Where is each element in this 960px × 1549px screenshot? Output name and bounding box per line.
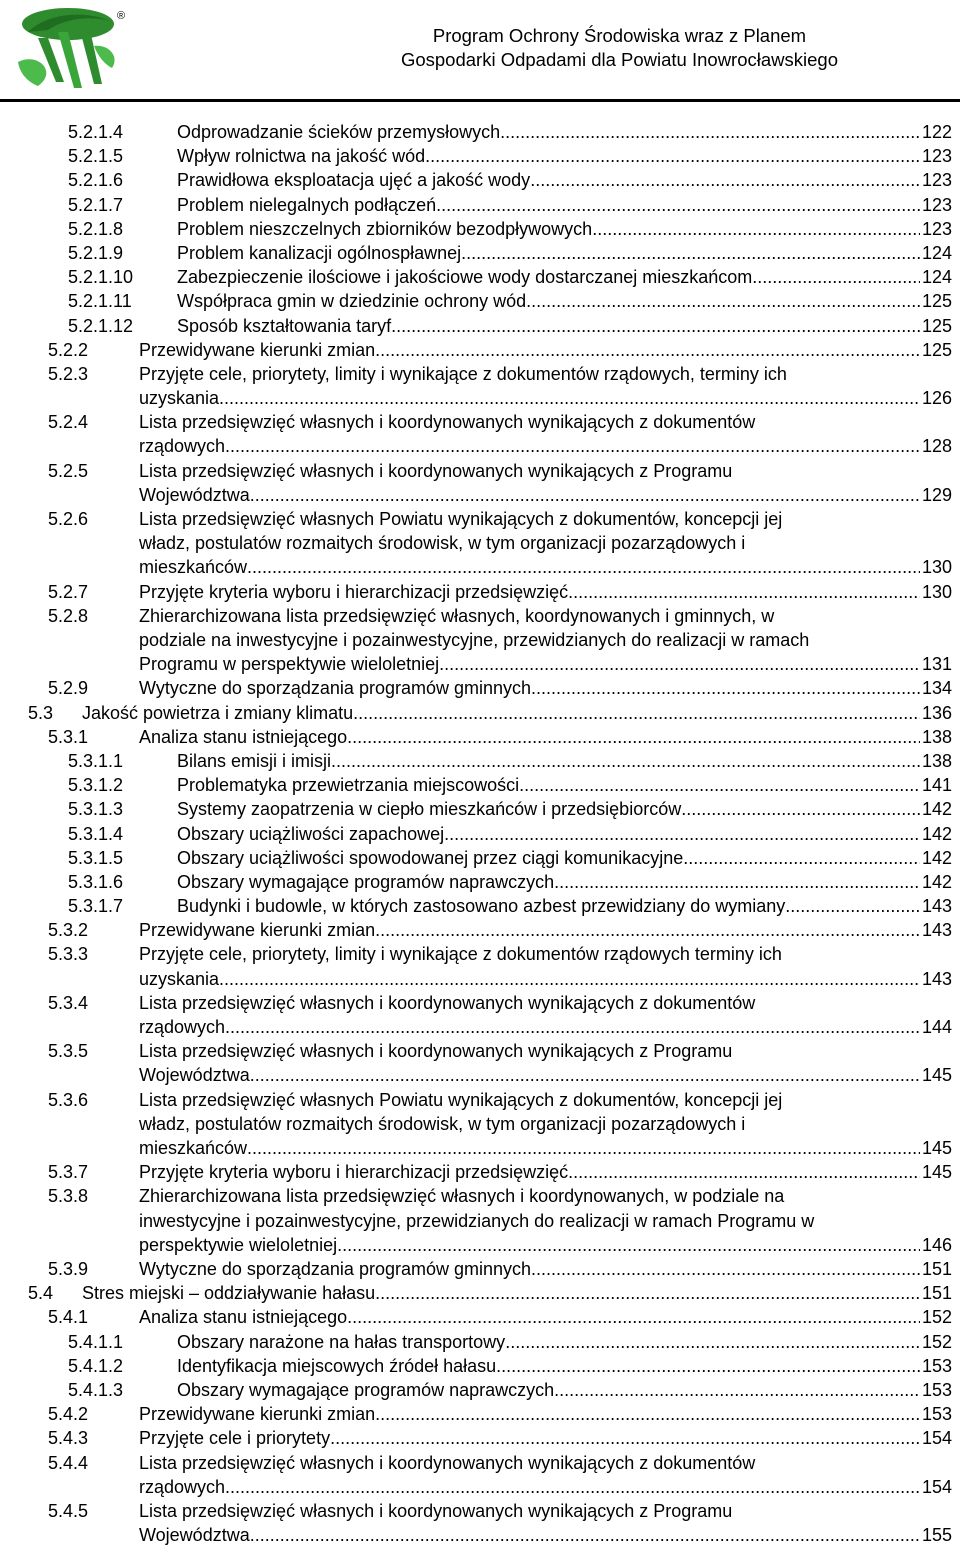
toc-entry-title-line: Zhierarchizowana lista przedsięwzięć własnych i koordynowanych, w podziale na [139, 1186, 785, 1207]
toc-entry-page: 153 [921, 1404, 952, 1425]
toc-entry[interactable] [0, 942, 960, 990]
toc-entry[interactable] [0, 725, 960, 749]
toc-entry-title-line: Wpływ rolnictwa na jakość wód [177, 146, 426, 167]
toc-entry-page: 123 [921, 194, 952, 215]
toc-entry-title-line: Przyjęte kryteria wyboru i hierarchizacji przedsięwzięć [139, 1162, 569, 1183]
toc-entry-title-line: Identyfikacja miejscowych źródeł hałasu [177, 1355, 497, 1376]
toc-entry-page: 124 [921, 267, 952, 288]
toc-entry-text [177, 1354, 952, 1378]
toc-entry-text [177, 241, 952, 265]
toc-entry-title-line: Jakość powietrza i zmiany klimatu [82, 702, 354, 723]
toc-entry[interactable] [0, 749, 960, 773]
toc-entry-title-line: rządowych [139, 436, 226, 457]
toc-entry-text [177, 846, 952, 870]
toc-entry-title-line: Wytyczne do sporządzania programów gminnych [139, 1259, 532, 1280]
toc-entry-text [139, 1499, 952, 1547]
toc-entry[interactable] [0, 580, 960, 604]
toc-entry-text [139, 1184, 952, 1257]
toc-entry-title-line: Problematyka przewietrzania miejscowości [177, 775, 520, 796]
dot-leader [225, 1475, 920, 1499]
toc-entry-page: 143 [921, 920, 952, 941]
toc-entry[interactable] [0, 241, 960, 265]
toc-entry[interactable] [0, 773, 960, 797]
toc-entry-number: 5.3.6 [48, 1089, 89, 1110]
toc-entry-page: 142 [921, 847, 952, 868]
toc-entry-title-line: uzyskania [139, 968, 220, 989]
dot-leader [530, 168, 920, 192]
toc-entry-page: 125 [921, 339, 952, 360]
toc-entry-text [139, 459, 952, 507]
toc-entry-page: 131 [921, 654, 952, 675]
toc-entry-number: 5.3.9 [48, 1259, 89, 1280]
toc-entry-text [139, 725, 952, 749]
dot-leader [568, 1160, 920, 1184]
toc-entry-title-line: Lista przedsięwzięć własnych Powiatu wynikających z dokumentów, koncepcji jej [139, 1089, 783, 1110]
toc-entry-title-line: Prawidłowa eksploatacja ujęć a jakość wody [177, 170, 531, 191]
toc-entry-number: 5.3.2 [48, 920, 89, 941]
dot-leader [439, 652, 920, 676]
toc-entry-page: 143 [921, 896, 952, 917]
toc-entry-number: 5.4.4 [48, 1452, 89, 1473]
toc-entry-title-line: Lista przedsięwzięć własnych i koordynowanych wynikających z Programu [139, 1041, 733, 1062]
toc-entry-number: 5.4.1.2 [68, 1355, 124, 1376]
toc-entry[interactable] [0, 676, 960, 700]
toc-entry-title-line: uzyskania [139, 388, 220, 409]
toc-entry-page: 125 [921, 291, 952, 312]
dot-leader [785, 894, 920, 918]
toc-entry-text [139, 1088, 952, 1161]
toc-entry[interactable] [0, 1330, 960, 1354]
toc-entry[interactable] [0, 1088, 960, 1161]
toc-entry[interactable] [0, 144, 960, 168]
toc-entry-text [177, 773, 952, 797]
toc-entry-number: 5.2.4 [48, 412, 89, 433]
toc-entry-text [139, 507, 952, 580]
dot-leader [219, 386, 920, 410]
toc-entry-title-line: Przyjęte cele, priorytety, limity i wynikające z dokumentów rządowych terminy ich [139, 944, 782, 965]
document-title [401, 24, 838, 72]
toc-entry-text [139, 338, 952, 362]
toc-entry-title-line: Systemy zaopatrzenia w ciepło mieszkańców i przedsiębiorców [177, 799, 682, 820]
toc-entry-text [177, 314, 952, 338]
dot-leader [519, 773, 920, 797]
toc-entry-text [177, 265, 952, 289]
toc-entry-number: 5.2.1.11 [68, 291, 132, 312]
toc-entry[interactable] [0, 604, 960, 677]
dot-leader [496, 1354, 920, 1378]
toc-entry-page: 123 [921, 146, 952, 167]
toc-entry-number: 5.2.1.7 [68, 194, 124, 215]
dot-leader [247, 555, 920, 579]
toc-entry-text [139, 1451, 952, 1499]
toc-entry-page: 152 [921, 1307, 952, 1328]
toc-entry[interactable] [0, 338, 960, 362]
toc-entry[interactable] [0, 1281, 960, 1305]
dot-leader [531, 676, 920, 700]
toc-entry-page: 122 [921, 122, 952, 142]
toc-entry[interactable] [0, 822, 960, 846]
toc-entry-text [177, 1378, 952, 1402]
toc-entry-page: 152 [921, 1331, 952, 1352]
toc-entry-text [139, 918, 952, 942]
toc-entry-number: 5.2.1.5 [68, 146, 124, 167]
dot-leader [219, 967, 920, 991]
toc-entry-number: 5.4.5 [48, 1500, 89, 1521]
toc-entry-page: 128 [921, 436, 952, 457]
toc-entry-page: 145 [921, 1138, 952, 1159]
dot-leader [247, 1136, 920, 1160]
registered-mark: ® [117, 10, 126, 22]
toc-entry-title-line: Odprowadzanie ścieków przemysłowych [177, 122, 501, 142]
toc-entry-title-line: Lista przedsięwzięć własnych i koordynowanych wynikających z dokumentów [139, 1452, 756, 1473]
toc-entry[interactable] [0, 193, 960, 217]
toc-entry-page: 126 [921, 388, 952, 409]
toc-entry-title-line: władz, postulatów rozmaitych środowisk, w tym organizacji pozarządowych i [139, 1113, 746, 1134]
dot-leader [353, 701, 920, 725]
toc-entry-title-line: Województwa [139, 484, 250, 505]
toc-entry-title-line: Wytyczne do sporządzania programów gminnych [139, 678, 532, 699]
toc-entry-text [177, 144, 952, 168]
toc-entry-title-line: Lista przedsięwzięć własnych i koordynowanych wynikających z Programu [139, 460, 733, 481]
toc-entry-title-line: Przyjęte cele, priorytety, limity i wynikające z dokumentów rządowych, terminy ich [139, 363, 787, 384]
toc-entry-number: 5.3.1.7 [68, 896, 124, 917]
toc-entry-number: 5.3 [28, 702, 54, 723]
toc-entry[interactable] [0, 1184, 960, 1257]
toc-entry-text [82, 1281, 952, 1305]
dot-leader [683, 846, 920, 870]
table-of-contents [0, 120, 960, 1547]
toc-entry-number: 5.2.7 [48, 581, 89, 602]
dot-leader [425, 144, 920, 168]
toc-entry-number: 5.2.9 [48, 678, 89, 699]
toc-entry[interactable] [0, 1499, 960, 1547]
toc-entry-number: 5.2.2 [48, 339, 89, 360]
toc-entry-title-line: Współpraca gmin w dziedzinie ochrony wód [177, 291, 527, 312]
toc-entry-number: 5.2.1.10 [68, 267, 134, 288]
dot-leader [347, 725, 920, 749]
toc-entry-page: 123 [921, 170, 952, 191]
toc-entry-page: 141 [921, 775, 952, 796]
toc-entry[interactable] [0, 1160, 960, 1184]
toc-entry[interactable] [0, 265, 960, 289]
document-title-line-2: Gospodarki Odpadami dla Powiatu Inowrocławskiego [400, 49, 838, 70]
toc-entry-title-line: Obszary narażone na hałas transportowy [177, 1331, 506, 1352]
toc-entry-page: 123 [921, 218, 952, 239]
dot-leader [331, 749, 920, 773]
dot-leader [375, 918, 920, 942]
toc-entry-title-line: Lista przedsięwzięć własnych i koordynowanych wynikających z dokumentów [139, 412, 756, 433]
dot-leader [250, 483, 920, 507]
toc-entry-text [177, 289, 952, 313]
toc-entry-title-line: rządowych [139, 1017, 226, 1038]
toc-entry-number: 5.2.1.8 [68, 218, 124, 239]
toc-entry-title-line: Analiza stanu istniejącego [139, 1307, 348, 1328]
toc-entry-text [139, 410, 952, 458]
toc-entry-text [177, 120, 952, 144]
toc-entry-text [177, 797, 952, 821]
toc-entry-text [177, 217, 952, 241]
toc-entry-number: 5.3.7 [48, 1162, 89, 1183]
toc-entry-text [139, 604, 952, 677]
toc-entry-text [177, 894, 952, 918]
toc-entry-title-line: Programu w perspektywie wieloletniej [139, 654, 440, 675]
toc-entry-number: 5.2.3 [48, 363, 89, 384]
toc-entry-number: 5.4.1.3 [68, 1379, 124, 1400]
toc-entry-page: 155 [921, 1525, 952, 1546]
toc-entry-title-line: Obszary wymagające programów naprawczych [177, 871, 555, 892]
toc-entry-page: 154 [921, 1476, 952, 1497]
toc-entry-page: 129 [921, 484, 952, 505]
toc-entry-number: 5.2.5 [48, 460, 89, 481]
toc-entry-page: 153 [921, 1355, 952, 1376]
toc-entry-page: 143 [921, 968, 952, 989]
toc-entry[interactable] [0, 120, 960, 144]
toc-entry-page: 142 [921, 823, 952, 844]
toc-entry-number: 5.3.5 [48, 1041, 89, 1062]
toc-entry-page: 142 [921, 799, 952, 820]
toc-entry-page: 130 [921, 581, 952, 602]
toc-entry-title-line: Województwa [139, 1525, 250, 1546]
toc-entry-page: 125 [921, 315, 952, 336]
toc-entry-number: 5.2.8 [48, 605, 89, 626]
toc-entry-number: 5.4.1.1 [68, 1331, 124, 1352]
toc-entry[interactable] [0, 459, 960, 507]
toc-entry[interactable] [0, 410, 960, 458]
toc-entry-title-line: Obszary uciążliwości zapachowej [177, 823, 445, 844]
toc-entry-page: 151 [921, 1283, 952, 1304]
toc-entry-text [139, 676, 952, 700]
dot-leader [505, 1330, 920, 1354]
toc-entry[interactable] [0, 1305, 960, 1329]
toc-entry-text [177, 193, 952, 217]
toc-entry-number: 5.4.3 [48, 1428, 89, 1449]
toc-entry-number: 5.3.1.3 [68, 799, 124, 820]
toc-entry-page: 136 [921, 702, 952, 723]
toc-entry-title-line: mieszkańców [139, 557, 248, 578]
toc-entry-page: 153 [921, 1379, 952, 1400]
dot-leader [250, 1523, 920, 1547]
dot-leader [461, 241, 920, 265]
toc-entry[interactable] [0, 168, 960, 192]
dot-leader [330, 1426, 920, 1450]
toc-entry[interactable] [0, 1402, 960, 1426]
toc-entry-text [139, 991, 952, 1039]
toc-entry-page: 151 [921, 1259, 952, 1280]
dot-leader [554, 870, 920, 894]
toc-entry-number: 5.2.1.9 [68, 242, 124, 263]
toc-entry[interactable] [0, 1426, 960, 1450]
toc-entry-title-line: Problem nielegalnych podłączeń [177, 194, 437, 215]
toc-entry-title-line: mieszkańców [139, 1138, 248, 1159]
toc-entry[interactable] [0, 846, 960, 870]
toc-entry-number: 5.2.6 [48, 509, 89, 530]
dot-leader [554, 1378, 920, 1402]
toc-entry[interactable] [0, 991, 960, 1039]
dot-leader [681, 797, 920, 821]
dot-leader [568, 580, 920, 604]
dot-leader [592, 217, 920, 241]
toc-entry-text [139, 1257, 952, 1281]
dot-leader [337, 1233, 920, 1257]
dot-leader [375, 1281, 920, 1305]
abrys-logo [8, 2, 128, 94]
toc-entry-text [177, 168, 952, 192]
toc-entry[interactable] [0, 797, 960, 821]
dot-leader [375, 1402, 920, 1426]
toc-entry-page: 142 [921, 871, 952, 892]
toc-entry-title-line: Obszary wymagające programów naprawczych [177, 1379, 555, 1400]
toc-entry[interactable] [0, 314, 960, 338]
header-divider [0, 99, 960, 102]
toc-entry[interactable] [0, 217, 960, 241]
toc-entry-title-line: Problem nieszczelnych zbiorników bezodpływowych [177, 218, 593, 239]
toc-entry-title-line: Stres miejski – oddziaływanie hałasu [82, 1283, 376, 1304]
toc-entry-text [139, 1039, 952, 1087]
toc-entry[interactable] [0, 894, 960, 918]
toc-entry-text [139, 362, 952, 410]
toc-entry-page: 124 [921, 242, 952, 263]
toc-entry-number: 5.3.4 [48, 992, 89, 1013]
toc-entry-number: 5.3.1.6 [68, 871, 124, 892]
toc-entry-text [139, 580, 952, 604]
toc-entry-text [139, 942, 952, 990]
toc-entry[interactable] [0, 1354, 960, 1378]
toc-entry[interactable] [0, 918, 960, 942]
dot-leader [444, 822, 920, 846]
toc-entry[interactable] [0, 1378, 960, 1402]
toc-entry-title-line: Lista przedsięwzięć własnych i koordynowanych wynikających z Programu [139, 1500, 733, 1521]
toc-entry-page: 134 [921, 678, 952, 699]
toc-entry-title-line: inwestycyjne i pozainwestycyjne, przewidzianych do realizacji w ramach Programu w [139, 1210, 815, 1231]
dot-leader [225, 434, 920, 458]
dot-leader [391, 314, 920, 338]
toc-entry-title-line: Zabezpieczenie ilościowe i jakościowe wody dostarczanej mieszkańcom [177, 267, 753, 288]
toc-entry-text [139, 1160, 952, 1184]
document-title-line-1: Program Ochrony Środowiska wraz z Planem [432, 25, 807, 46]
toc-entry-title-line: Przewidywane kierunki zmian [139, 920, 376, 941]
toc-entry-page: 154 [921, 1428, 952, 1449]
toc-entry-page: 130 [921, 557, 952, 578]
toc-entry[interactable] [0, 507, 960, 580]
toc-entry-title-line: Województwa [139, 1065, 250, 1086]
dot-leader [225, 1015, 920, 1039]
toc-entry-text [177, 1330, 952, 1354]
page-header [0, 0, 960, 104]
toc-entry-title-line: Analiza stanu istniejącego [139, 726, 348, 747]
toc-entry-number: 5.3.1.2 [68, 775, 124, 796]
toc-entry[interactable] [0, 870, 960, 894]
toc-entry-text [139, 1402, 952, 1426]
toc-entry-page: 145 [921, 1065, 952, 1086]
toc-entry-text [177, 822, 952, 846]
toc-entry-number: 5.3.8 [48, 1186, 89, 1207]
toc-entry-number: 5.2.1.12 [68, 315, 134, 336]
toc-entry-number: 5.4.1 [48, 1307, 89, 1328]
toc-entry-text [139, 1426, 952, 1450]
toc-entry-number: 5.2.1.4 [68, 122, 124, 142]
toc-entry-title-line: Zhierarchizowana lista przedsięwzięć własnych, koordynowanych i gminnych, w [139, 605, 775, 626]
toc-entry-title-line: rządowych [139, 1476, 226, 1497]
toc-entry-number: 5.4.2 [48, 1404, 89, 1425]
toc-entry-number: 5.3.1.4 [68, 823, 124, 844]
toc-entry-title-line: Przewidywane kierunki zmian [139, 1404, 376, 1425]
toc-entry-title-line: Bilans emisji i imisji [177, 750, 332, 771]
toc-entry-title-line: Przyjęte kryteria wyboru i hierarchizacji przedsięwzięć [139, 581, 569, 602]
toc-entry-text [82, 701, 952, 725]
toc-entry[interactable] [0, 701, 960, 725]
toc-entry-text [177, 749, 952, 773]
toc-entry-page: 144 [921, 1017, 952, 1038]
toc-entry[interactable] [0, 1257, 960, 1281]
toc-entry-text [177, 870, 952, 894]
toc-entry[interactable] [0, 362, 960, 410]
toc-entry-page: 138 [921, 750, 952, 771]
toc-entry[interactable] [0, 1039, 960, 1087]
toc-entry-title-line: Obszary uciążliwości spowodowanej przez ciągi komunikacyjne [177, 847, 684, 868]
dot-leader [347, 1305, 920, 1329]
toc-entry-title-line: Problem kanalizacji ogólnospławnej [177, 242, 462, 263]
toc-entry-number: 5.2.1.6 [68, 170, 124, 191]
toc-entry-number: 5.3.1 [48, 726, 89, 747]
dot-leader [500, 120, 920, 144]
dot-leader [250, 1063, 920, 1087]
dot-leader [436, 193, 920, 217]
toc-entry[interactable] [0, 289, 960, 313]
toc-entry-title-line: Przewidywane kierunki zmian [139, 339, 376, 360]
toc-entry-title-line: perspektywie wieloletniej [139, 1234, 338, 1255]
toc-entry-title-line: Lista przedsięwzięć własnych i koordynowanych wynikających z dokumentów [139, 992, 756, 1013]
toc-entry-number: 5.3.3 [48, 944, 89, 965]
toc-entry[interactable] [0, 1451, 960, 1499]
dot-leader [375, 338, 920, 362]
toc-entry-page: 146 [921, 1234, 952, 1255]
toc-entry-page: 138 [921, 726, 952, 747]
toc-entry-number: 5.3.1.1 [68, 750, 124, 771]
toc-entry-title-line: Sposób kształtowania taryf [177, 315, 392, 336]
toc-entry-text [139, 1305, 952, 1329]
toc-entry-title-line: władz, postulatów rozmaitych środowisk, w tym organizacji pozarządowych i [139, 533, 746, 554]
toc-entry-title-line: Budynki i budowle, w których zastosowano azbest przewidziany do wymiany [177, 896, 786, 917]
toc-entry-number: 5.3.1.5 [68, 847, 124, 868]
toc-entry-number: 5.4 [28, 1283, 54, 1304]
toc-entry-title-line: Lista przedsięwzięć własnych Powiatu wynikających z dokumentów, koncepcji jej [139, 509, 783, 530]
toc-entry-title-line: Przyjęte cele i priorytety [139, 1428, 331, 1449]
toc-entry-title-line: podziale na inwestycyjne i pozainwestycyjne, przewidzianych do realizacji w ramach [139, 630, 810, 651]
dot-leader [752, 265, 920, 289]
dot-leader [526, 289, 920, 313]
toc-entry-page: 145 [921, 1162, 952, 1183]
dot-leader [531, 1257, 920, 1281]
